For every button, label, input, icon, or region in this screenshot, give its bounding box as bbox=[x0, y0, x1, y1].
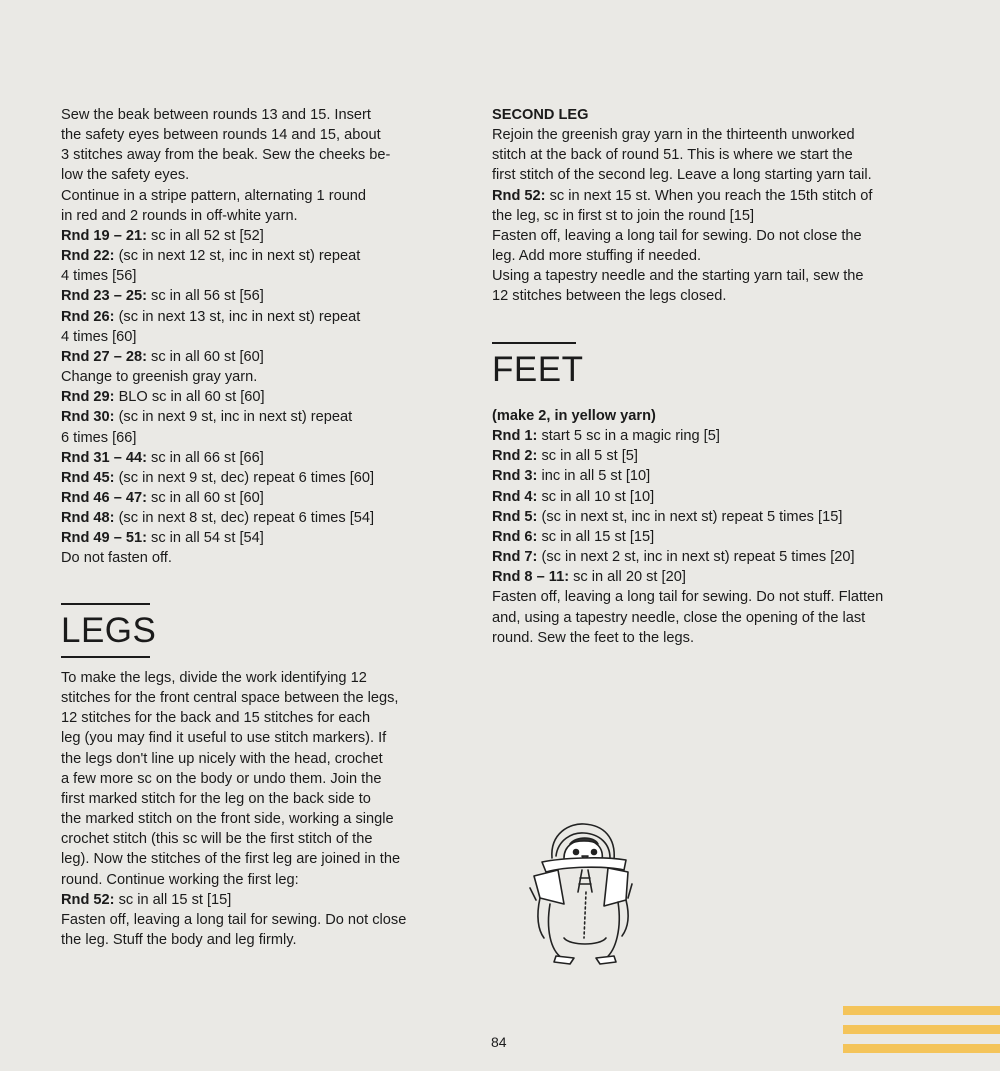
line-text: Using a tapestry needle and the starting yarn tail, sew the bbox=[492, 268, 864, 285]
line-text: sc in all 60 st [60] bbox=[146, 348, 264, 365]
line-text: 12 stitches for the back and 15 stitches for each bbox=[61, 710, 371, 727]
line-text: (sc in next st, inc in next st) repeat 5 times [15] bbox=[537, 508, 843, 525]
text-line bbox=[61, 708, 463, 728]
round-label: (make 2, in yellow yarn) bbox=[492, 408, 656, 424]
text-line bbox=[61, 930, 463, 950]
line-text: (sc in next 13 st, inc in next st) repeat bbox=[114, 308, 361, 325]
text-line bbox=[492, 628, 947, 648]
text-line bbox=[61, 910, 463, 930]
line-text: stitch at the back of round 51. This is where we start the bbox=[492, 147, 853, 164]
text-line bbox=[61, 508, 463, 528]
round-label: Rnd 7: bbox=[492, 549, 538, 566]
line-text: the leg. Stuff the body and leg firmly. bbox=[61, 932, 297, 949]
text-line bbox=[492, 507, 947, 527]
round-label: Rnd 8 – 11: bbox=[492, 569, 570, 586]
text-line bbox=[61, 387, 463, 407]
text-line bbox=[61, 307, 463, 327]
text-line bbox=[61, 749, 463, 769]
text-line bbox=[61, 829, 463, 849]
text-line bbox=[492, 186, 947, 206]
heading-rule-top bbox=[61, 603, 150, 605]
text-line bbox=[61, 125, 463, 145]
round-label: Rnd 2: bbox=[492, 448, 538, 465]
line-text: the legs don't line up nicely with the head, crochet bbox=[61, 750, 383, 767]
text-line bbox=[492, 125, 947, 145]
text-line bbox=[61, 849, 463, 869]
round-label: Rnd 30: bbox=[61, 409, 115, 426]
line-text: Fasten off, leaving a long tail for sewing. Do not close bbox=[61, 911, 407, 928]
line-text: sc in all 66 st [66] bbox=[146, 449, 264, 466]
stripe bbox=[843, 1044, 1000, 1053]
round-label: Rnd 1: bbox=[492, 428, 538, 445]
line-text: leg. Add more stuffing if needed. bbox=[492, 248, 702, 265]
text-line bbox=[492, 587, 947, 607]
line-text: stitches for the front central space between the legs, bbox=[61, 690, 399, 707]
text-line bbox=[61, 105, 463, 125]
line-text: sc in all 15 st [15] bbox=[537, 528, 655, 545]
round-label: Rnd 19 – 21: bbox=[61, 227, 147, 244]
line-text: sc in all 60 st [60] bbox=[146, 489, 264, 506]
line-text: sc in next 15 st. When you reach the 15th stitch of bbox=[545, 187, 873, 204]
line-text: the marked stitch on the front side, working a single bbox=[61, 811, 394, 828]
text-line bbox=[61, 246, 463, 266]
feet-instructions bbox=[492, 406, 947, 648]
line-text: leg (you may find it useful to use stitch markers). If bbox=[61, 730, 387, 747]
text-line bbox=[61, 145, 463, 165]
line-text: 6 times [66] bbox=[61, 429, 137, 446]
round-label: Rnd 23 – 25: bbox=[61, 288, 147, 305]
line-text: 3 stitches away from the beak. Sew the cheeks be- bbox=[61, 147, 391, 164]
line-text: (sc in next 2 st, inc in next st) repeat 5 times [20] bbox=[537, 549, 855, 566]
line-text: 4 times [60] bbox=[61, 328, 137, 345]
text-line bbox=[61, 226, 463, 246]
line-text: start 5 sc in a magic ring [5] bbox=[537, 428, 720, 445]
round-label: Rnd 6: bbox=[492, 528, 538, 545]
text-line bbox=[61, 367, 463, 387]
round-label: Rnd 46 – 47: bbox=[61, 489, 147, 506]
round-label: Rnd 45: bbox=[61, 469, 115, 486]
round-label: Rnd 31 – 44: bbox=[61, 449, 147, 466]
text-line bbox=[492, 547, 947, 567]
line-text: a few more sc on the body or undo them. Join the bbox=[61, 770, 382, 787]
text-line bbox=[492, 145, 947, 165]
text-line bbox=[492, 466, 947, 486]
text-line bbox=[492, 226, 947, 246]
round-label: Rnd 26: bbox=[61, 308, 115, 325]
round-label: Rnd 3: bbox=[492, 468, 538, 485]
line-text: (sc in next 9 st, inc in next st) repeat bbox=[114, 409, 353, 426]
round-label: Rnd 29: bbox=[61, 389, 115, 406]
round-label: Rnd 27 – 28: bbox=[61, 348, 147, 365]
text-line bbox=[492, 266, 947, 286]
line-text: in red and 2 rounds in off-white yarn. bbox=[61, 207, 298, 224]
line-text: (sc in next 9 st, dec) repeat 6 times [60] bbox=[114, 469, 375, 486]
round-label: Rnd 49 – 51: bbox=[61, 530, 147, 547]
line-text: (sc in next 8 st, dec) repeat 6 times [54] bbox=[114, 510, 375, 527]
line-text: the leg, sc in first st to join the round [15] bbox=[492, 207, 755, 224]
line-text: Change to greenish gray yarn. bbox=[61, 369, 258, 386]
heading-rule-bottom bbox=[61, 656, 150, 658]
text-line bbox=[492, 608, 947, 628]
line-text: round. Continue working the first leg: bbox=[61, 871, 299, 888]
line-text: sc in all 10 st [10] bbox=[537, 488, 655, 505]
text-line bbox=[492, 487, 947, 507]
text-line bbox=[492, 406, 947, 426]
round-label: Rnd 5: bbox=[492, 508, 538, 525]
line-text: first stitch of the second leg. Leave a long starting yarn tail. bbox=[492, 167, 872, 184]
line-text: leg). Now the stitches of the first leg are joined in the bbox=[61, 851, 401, 868]
text-line bbox=[492, 165, 947, 185]
feet-section-heading bbox=[492, 342, 584, 395]
line-text: Continue in a stripe pattern, alternating 1 round bbox=[61, 187, 367, 204]
text-line bbox=[61, 468, 463, 488]
line-text: the safety eyes between rounds 14 and 15, about bbox=[61, 127, 381, 144]
text-line bbox=[61, 327, 463, 347]
text-line bbox=[61, 548, 463, 568]
line-text: 4 times [56] bbox=[61, 268, 137, 285]
line-text: sc in all 56 st [56] bbox=[146, 288, 264, 305]
text-line bbox=[61, 809, 463, 829]
penguin-illustration-icon bbox=[512, 818, 648, 968]
text-line bbox=[61, 688, 463, 708]
second-leg-section bbox=[492, 105, 947, 307]
text-line bbox=[492, 567, 947, 587]
line-text: sc in all 54 st [54] bbox=[146, 530, 264, 547]
feet-heading: FEET bbox=[492, 350, 584, 389]
text-line bbox=[61, 266, 463, 286]
line-text: round. Sew the feet to the legs. bbox=[492, 629, 695, 646]
line-text: low the safety eyes. bbox=[61, 167, 190, 184]
legs-section-heading bbox=[61, 603, 157, 658]
text-line bbox=[492, 206, 947, 226]
text-line bbox=[61, 286, 463, 306]
legs-heading: LEGS bbox=[61, 611, 157, 650]
text-line bbox=[492, 426, 947, 446]
line-text: (sc in next 12 st, inc in next st) repeat bbox=[114, 248, 361, 265]
line-text: sc in all 20 st [20] bbox=[569, 569, 686, 586]
text-line bbox=[61, 668, 463, 688]
body-instructions bbox=[61, 105, 463, 569]
text-line bbox=[61, 870, 463, 890]
stripe bbox=[843, 1006, 1000, 1015]
text-line bbox=[61, 165, 463, 185]
line-text: inc in all 5 st [10] bbox=[537, 468, 651, 485]
second-leg-heading: SECOND LEG bbox=[492, 107, 589, 123]
text-line bbox=[61, 407, 463, 427]
line-text: first marked stitch for the leg on the back side to bbox=[61, 790, 371, 807]
text-line bbox=[61, 186, 463, 206]
line-text: Do not fasten off. bbox=[61, 550, 172, 567]
line-text: crochet stitch (this sc will be the first stitch of the bbox=[61, 831, 373, 848]
text-line bbox=[61, 428, 463, 448]
line-text: sc in all 15 st [15] bbox=[114, 891, 232, 908]
text-line bbox=[61, 769, 463, 789]
page-number: 84 bbox=[491, 1034, 507, 1050]
heading-rule-top bbox=[492, 342, 576, 344]
round-label: Rnd 48: bbox=[61, 510, 115, 527]
text-line bbox=[61, 347, 463, 367]
line-text: Sew the beak between rounds 13 and 15. Insert bbox=[61, 107, 371, 123]
line-text: To make the legs, divide the work identifying 12 bbox=[61, 670, 367, 686]
line-text: sc in all 52 st [52] bbox=[146, 227, 264, 244]
stripe bbox=[843, 1025, 1000, 1034]
text-line bbox=[492, 246, 947, 266]
text-line bbox=[492, 527, 947, 547]
text-line bbox=[61, 789, 463, 809]
text-line bbox=[492, 446, 947, 466]
line-text: Fasten off, leaving a long tail for sewing. Do not close the bbox=[492, 227, 862, 244]
second-leg-instructions bbox=[492, 125, 947, 306]
round-label: Rnd 22: bbox=[61, 248, 115, 265]
round-label: Rnd 4: bbox=[492, 488, 538, 505]
text-line bbox=[492, 286, 947, 306]
round-label: Rnd 52: bbox=[61, 891, 115, 908]
line-text: and, using a tapestry needle, close the opening of the last bbox=[492, 609, 866, 626]
line-text: Fasten off, leaving a long tail for sewing. Do not stuff. Flatten bbox=[492, 589, 884, 606]
text-line bbox=[61, 448, 463, 468]
text-line bbox=[61, 488, 463, 508]
line-text: BLO sc in all 60 st [60] bbox=[114, 389, 265, 406]
text-line bbox=[61, 728, 463, 748]
legs-instructions bbox=[61, 668, 463, 950]
line-text: sc in all 5 st [5] bbox=[537, 448, 638, 465]
decorative-stripes bbox=[843, 1006, 1000, 1063]
text-line bbox=[61, 890, 463, 910]
text-line bbox=[61, 528, 463, 548]
line-text: Rejoin the greenish gray yarn in the thirteenth unworked bbox=[492, 127, 855, 144]
round-label: Rnd 52: bbox=[492, 187, 546, 204]
line-text: 12 stitches between the legs closed. bbox=[492, 288, 727, 305]
text-line bbox=[61, 206, 463, 226]
